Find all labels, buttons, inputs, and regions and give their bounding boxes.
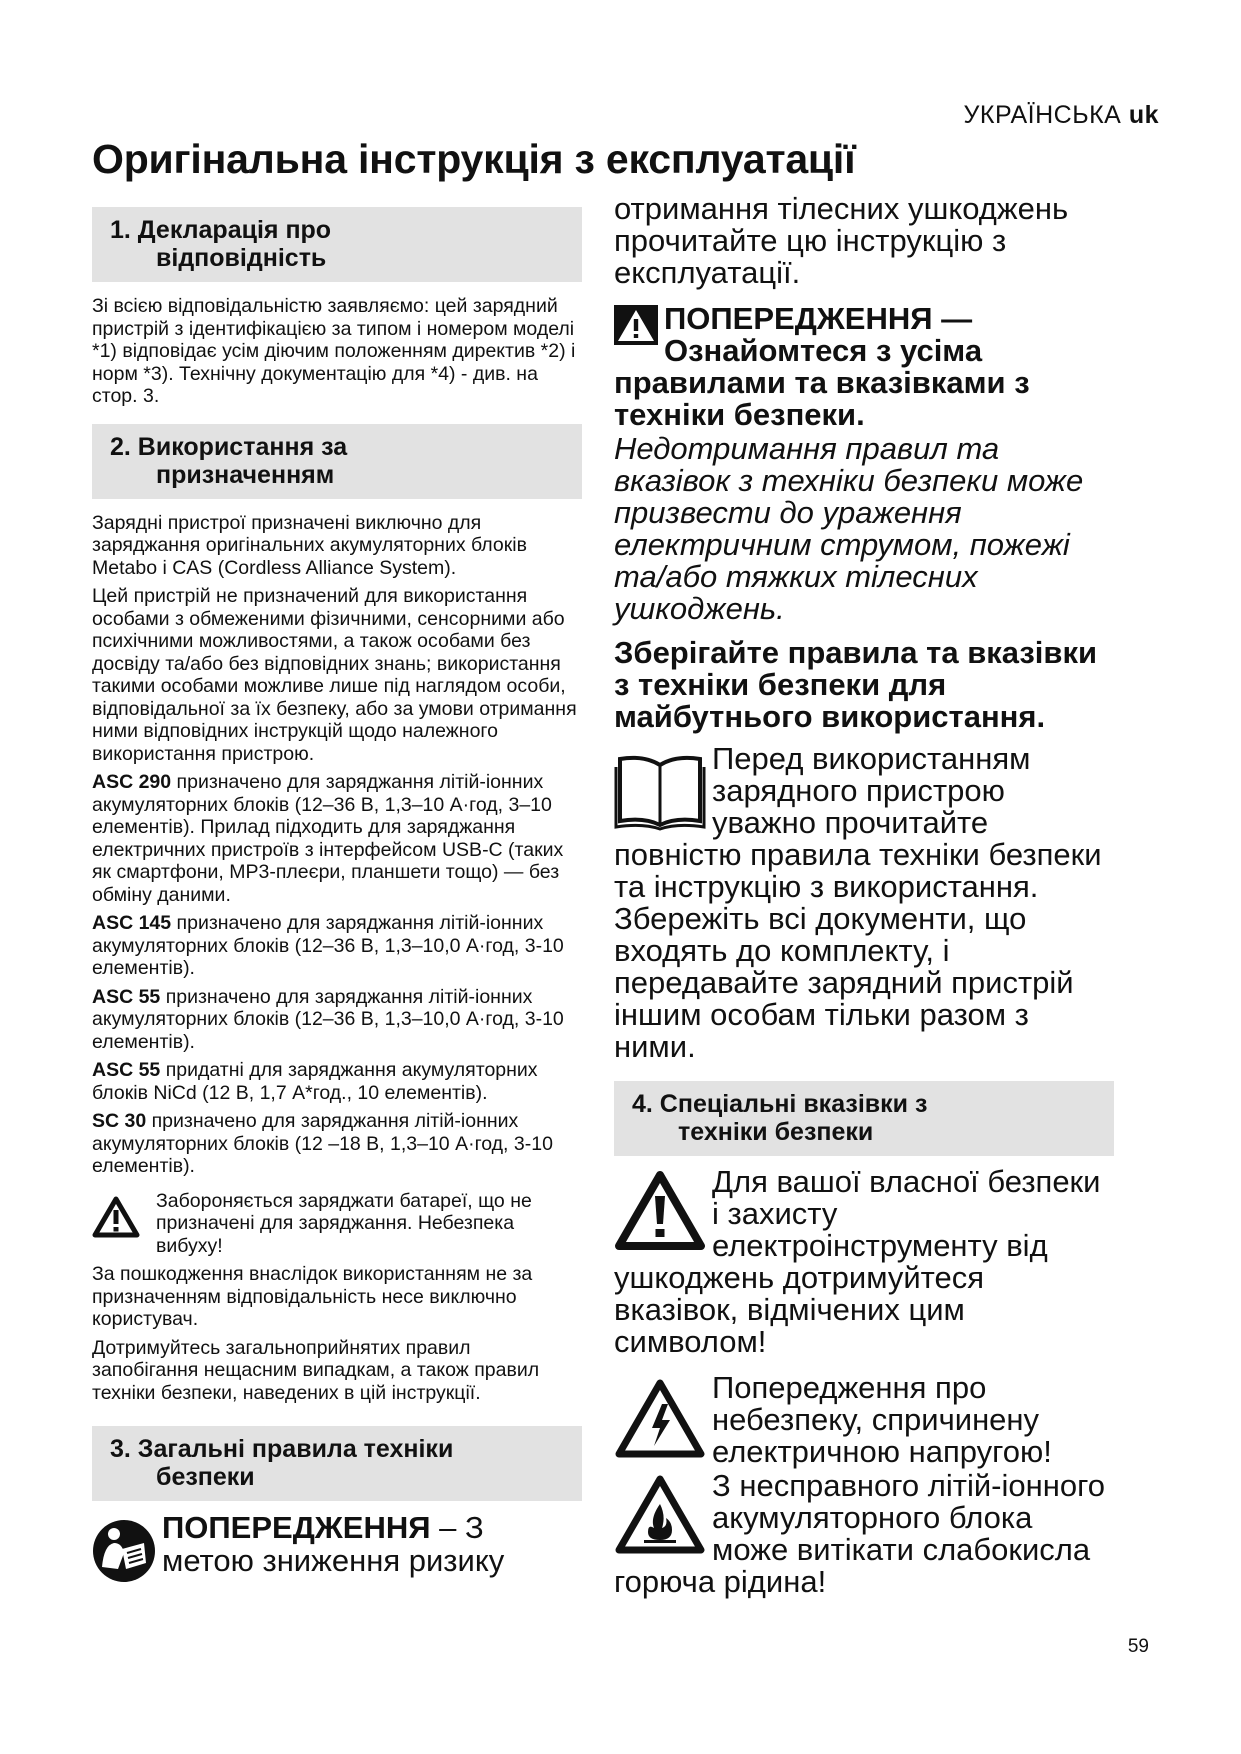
electric-hazard-text: Попередження про небезпеку, спричинену електричною напругою!	[712, 1370, 1052, 1469]
restrictions-paragraph: Цей пристрій не призначений для використання особами з обмеженими фізичними, сенсорними або психічними можливостями, а також особами без досвіду та/або без відповідних знань; використання такими особами можливе лише під наглядом особи, відповідальної за їх безпеку, або за умови отримання ними відповідних інструкцій щодо належного використання пристрою.	[92, 585, 577, 765]
model-name: SC 30	[92, 1110, 147, 1132]
asc55-nicd-paragraph	[92, 1059, 582, 1104]
warning-triangle-icon	[614, 305, 658, 345]
attention-symbol-block	[614, 1166, 1114, 1358]
section-heading-3	[92, 1426, 582, 1501]
asc145-paragraph	[92, 912, 582, 980]
section-heading-1	[92, 207, 582, 282]
asc55-liion-paragraph	[92, 986, 582, 1054]
liability-paragraph: За пошкодження внаслідок використанням не за призначенням відповідальність несе виключно користувач.	[92, 1263, 533, 1330]
keep-instructions-text: Зберігайте правила та вказівки з техніки безпеки для майбутнього використання.	[614, 635, 1098, 734]
read-manual-warning	[92, 1511, 582, 1583]
model-description: призначено для заряджання літій-іонних акумуляторних блоків (12–36 В, 1,3–10,0 А·год, 3-10 елементів).	[92, 912, 564, 979]
section-heading-4	[614, 1081, 1114, 1156]
read-book-block	[614, 743, 1114, 1063]
section-3-title: 3. Загальні правила техніки	[110, 1435, 454, 1463]
page-title: Оригінальна інструкція з експлуатації	[92, 136, 856, 182]
electric-hazard-icon	[614, 1378, 706, 1460]
model-name: ASC 145	[92, 912, 172, 934]
electric-hazard-block	[614, 1372, 1114, 1468]
language-name: УКРАЇНСЬКА	[963, 101, 1122, 129]
model-name: ASC 55	[92, 985, 161, 1008]
model-name: ASC 290	[92, 771, 172, 793]
page-number: 59	[1127, 1636, 1149, 1657]
warning-label: ПОПЕРЕДЖЕННЯ	[162, 1510, 431, 1545]
model-description: придатні для заряджання акумуляторних блоків NiCd (12 В, 1,7 А*год., 10 елементів).	[92, 1059, 538, 1104]
open-book-icon	[614, 751, 706, 831]
section-2-title: 2. Використання за	[110, 432, 348, 461]
read-manual-icon	[92, 1519, 156, 1583]
sc30-paragraph	[92, 1110, 582, 1178]
safety-warning-block	[614, 303, 1114, 625]
warning-text: – З метою зниження ризику	[162, 1510, 505, 1578]
language-label	[964, 101, 1159, 130]
section-1-title-cont: відповідність	[156, 244, 327, 272]
flammable-hazard-icon	[614, 1474, 706, 1556]
continuation-text: отримання тілесних ушкоджень прочитайте цю інструкцію з експлуатації.	[614, 191, 1069, 290]
model-description: призначено для заряджання літій-іонних акумуляторних блоків (12–36 В, 1,3–10,0 А·год, 3-10 елементів).	[92, 985, 564, 1053]
attention-symbol-text: Для вашої власної безпеки і захисту електроінструменту від ушкоджень дотримуйтеся вказівок, відмічених цим символом!	[614, 1164, 1101, 1359]
model-description: призначено для заряджання літій-іонних акумуляторних блоків (12–36 В, 1,3–10 А·год, 3–10 елементів). Прилад підходить для заряджання електричних пристроїв з інтерфейсом USB-C (таких як смартфони, MP3-плеєри, планшети тощо) — без обміну даними.	[92, 771, 564, 906]
accident-prevention-paragraph: Дотримуйтесь загальноприйнятих правил запобігання нещасним випадкам, а також правил техніки безпеки, наведених в цій інструкції.	[92, 1336, 540, 1404]
read-book-text: Перед використанням зарядного пристрою уважно прочитайте повністю правила техніки безпеки та інструкцію з використання. Збережіть всі документи, що входять до комплекту, і передавайте зарядний пристрій іншим особам тільки разом з ними.	[614, 741, 1102, 1064]
fire-hazard-text: З несправного літій-іонного акумуляторного блока може витікати слабокисла горюча рідина!	[614, 1468, 1105, 1599]
section-heading-2	[92, 424, 582, 499]
left-column	[92, 207, 582, 1583]
fire-hazard-block	[614, 1470, 1114, 1598]
asc290-paragraph	[92, 771, 582, 906]
explosion-warning	[92, 1190, 582, 1258]
warning-consequences: Недотримання правил та вказівок з техніки безпеки може призвести до ураження електричним струмом, пожежі та/або тяжких тілесних ушкоджень.	[614, 431, 1084, 626]
language-code: uk	[1128, 101, 1159, 129]
section-2-title-cont: призначенням	[156, 460, 335, 489]
warning-heading: Ознайомтеся з усіма	[664, 333, 983, 368]
section-4-title: 4. Спеціальні вказівки з	[632, 1090, 928, 1118]
warning-triangle-icon	[614, 1170, 706, 1252]
model-name: ASC 55	[92, 1059, 161, 1081]
warning-label: ПОПЕРЕДЖЕННЯ —	[664, 301, 973, 336]
section-1-title: 1. Декларація про	[110, 216, 332, 244]
safety-warning-header	[614, 303, 1114, 367]
read-manual-warning-text	[162, 1511, 582, 1577]
explosion-warning-text: Забороняється заряджати батареї, що не призначені для заряджання. Небезпека вибуху!	[156, 1189, 532, 1257]
warning-triangle-icon	[92, 1196, 140, 1238]
right-column	[614, 193, 1114, 1598]
section-4-title-cont: техніки безпеки	[678, 1118, 874, 1146]
model-description: призначено для заряджання літій-іонних акумуляторних блоків (12 –18 В, 1,3–10 А·год, 3-10 елементів).	[92, 1110, 553, 1177]
section-3-title-cont: безпеки	[156, 1463, 255, 1491]
intended-use-paragraph: Зарядні пристрої призначені виключно для заряджання оригінальних акумуляторних блоків Metabo і CAS (Cordless Alliance System).	[92, 511, 527, 579]
warning-heading-cont: правилами та вказівками з техніки безпеки.	[614, 365, 1030, 432]
declaration-paragraph: Зі всією відповідальністю заявляємо: цей зарядний пристрій з ідентифікацією за типом і номером моделі *1) відповідає усім діючим положенням директив *2) і норм *3). Технічну документацію для *4) - див. на стор. 3.	[92, 295, 576, 407]
